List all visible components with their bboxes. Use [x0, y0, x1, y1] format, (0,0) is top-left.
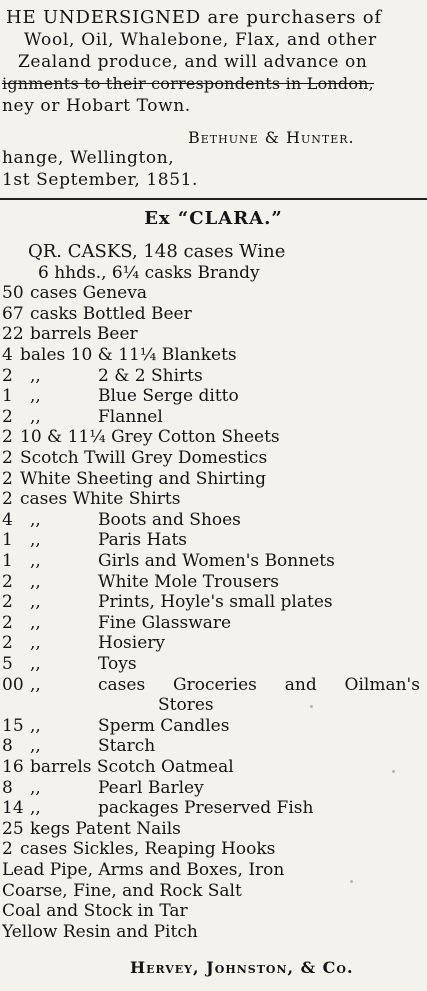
item-text: Lead Pipe, Arms and Boxes, Iron	[2, 860, 285, 880]
item-word: cases	[98, 674, 146, 695]
item-quantity: 16	[2, 757, 24, 777]
item-word: and	[284, 674, 317, 695]
item-text: cases Geneva	[30, 283, 147, 304]
item-text: Fine Glassware	[98, 612, 232, 633]
ditto-mark: ,,	[30, 365, 41, 386]
item-quantity: 8	[2, 736, 13, 757]
ditto-mark: ,,	[30, 509, 41, 530]
item-quantity: 4	[2, 345, 13, 365]
item-text: Pearl Barley	[98, 777, 204, 798]
item-quantity: 8	[2, 777, 13, 798]
ditto-mark: ,,	[30, 612, 41, 633]
item-text: Coarse, Fine, and Rock Salt	[2, 880, 242, 901]
item-text: Coal and Stock in Tar	[2, 901, 188, 922]
item-quantity: 2	[2, 839, 13, 860]
notice-line-2: Wool, Oil, Whalebone, Flax, and other	[24, 30, 377, 50]
ditto-mark: ,,	[30, 551, 41, 571]
item-text: bales 10 & 11¼ Blankets	[20, 345, 237, 365]
item-text: Stores	[158, 695, 214, 716]
item-text: White Mole Trousers	[98, 571, 279, 592]
item-text: Paris Hats	[98, 530, 188, 551]
notice-line-1: HE UNDERSIGNED are purchasers of	[6, 7, 382, 28]
notice-signature: Bethune & Hunter.	[188, 128, 355, 147]
item-quantity: 2	[2, 365, 13, 386]
item-quantity: 2	[2, 571, 13, 592]
item-quantity: 2	[2, 592, 13, 613]
item-quantity: 67	[2, 303, 24, 324]
item-quantity: 22	[2, 324, 24, 345]
item-quantity: 4	[2, 509, 13, 530]
ditto-mark: ,,	[30, 798, 41, 819]
item-quantity: 25	[2, 818, 24, 839]
item-text: Boots and Shoes	[98, 509, 241, 530]
ditto-mark: ,,	[30, 530, 41, 551]
paper-speck	[310, 705, 313, 708]
notice-line-3: Zealand produce, and will advance on	[18, 52, 368, 72]
ditto-mark: ,,	[30, 571, 41, 592]
item-quantity: 5	[2, 654, 13, 674]
ditto-mark: ,,	[30, 633, 41, 654]
advert-signature: Hervey, Johnston, & Co.	[130, 958, 354, 977]
item-text: 2 & 2 Shirts	[98, 365, 203, 386]
item-text: Hosiery	[98, 633, 166, 654]
item-text: White Sheeting and Shirting	[20, 468, 267, 489]
paper-speck	[350, 880, 353, 883]
item-text: Girls and Women's Bonnets	[98, 551, 335, 571]
notice-place: hange, Wellington,	[2, 148, 175, 168]
ditto-mark: ,,	[30, 654, 41, 674]
ditto-mark: ,,	[30, 736, 41, 757]
ditto-mark: ,,	[30, 777, 41, 798]
item-text: Toys	[98, 654, 137, 674]
item-text	[98, 675, 420, 695]
item-text: Yellow Resin and Pitch	[2, 921, 198, 942]
item-quantity: 2	[2, 448, 13, 468]
item-quantity: 2	[2, 427, 13, 448]
item-text: casks Bottled Beer	[30, 303, 192, 324]
item-text: barrels Scotch Oatmeal	[30, 757, 234, 777]
ditto-mark: ,,	[30, 406, 41, 427]
item-text: Blue Serge ditto	[98, 386, 239, 407]
item-word: Groceries	[173, 674, 257, 695]
item-text: Starch	[98, 736, 156, 757]
item-word: Oilman's	[344, 674, 420, 695]
item-quantity: 2	[2, 406, 13, 427]
ditto-mark: ,,	[30, 592, 41, 613]
item-quantity: 2	[2, 489, 13, 510]
item-text: barrels Beer	[30, 324, 138, 345]
item-text: cases White Shirts	[20, 489, 181, 510]
item-quantity: 1	[2, 530, 13, 551]
ditto-mark: ,,	[30, 386, 41, 407]
item-text: 10 & 11¼ Grey Cotton Sheets	[20, 427, 280, 448]
item-text: Sperm Candles	[98, 715, 230, 736]
item-text: Flannel	[98, 406, 163, 427]
advert-title: Ex “CLARA.”	[144, 208, 283, 229]
notice-line-5: ney or Hobart Town.	[2, 96, 191, 116]
ditto-mark: ,,	[30, 674, 41, 695]
section-divider	[0, 198, 427, 200]
item-text: QR. CASKS, 148 cases Wine	[28, 241, 286, 262]
item-quantity: 2	[2, 468, 13, 489]
ditto-mark: ,,	[30, 715, 41, 736]
item-text: Prints, Hoyle's small plates	[98, 592, 333, 613]
notice-line-4: ignments to their correspondents in London,	[2, 74, 374, 93]
paper-speck	[392, 770, 395, 773]
item-text: cases Sickles, Reaping Hooks	[20, 839, 276, 860]
item-quantity: 1	[2, 386, 13, 407]
item-quantity: 50	[2, 283, 24, 304]
item-quantity: 00	[2, 674, 24, 695]
item-quantity: 15	[2, 715, 24, 736]
item-text: kegs Patent Nails	[30, 818, 181, 839]
item-quantity: 2	[2, 633, 13, 654]
item-text: Scotch Twill Grey Domestics	[20, 448, 268, 468]
item-text: 6 hhds., 6¼ casks Brandy	[38, 262, 260, 283]
notice-date: 1st September, 1851.	[2, 170, 199, 190]
item-quantity: 14	[2, 798, 24, 819]
item-text: packages Preserved Fish	[98, 798, 314, 819]
item-quantity: 1	[2, 551, 13, 571]
item-quantity: 2	[2, 612, 13, 633]
